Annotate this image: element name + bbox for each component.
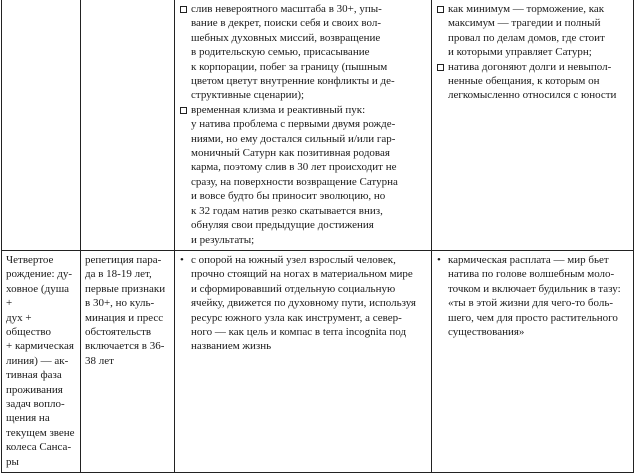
row2-col2-cell: репетиция пара- да в 18-19 лет, первые признаки в 30+, но куль- минация и пресс обстоятельств включается в 36- 38 лет [81, 250, 175, 472]
table-row [2, 250, 634, 472]
list-item: • с опорой на южный узел взрослый человек, прочно стоящий на ногах в материальном мире и сформировавший отдельную социальную ячейку, движется по духовному пути, используя ресурс южного узла как инструмент, а север- ного — как цель и компас в terra incognita под названием жизнь [179, 253, 427, 354]
row1-col3-list [179, 2, 427, 247]
content-table [1, 0, 634, 473]
row1-col3-cell [175, 0, 432, 250]
row2-col3-cell [175, 250, 432, 472]
row1-col2-cell [81, 0, 175, 250]
list-item: • кармическая расплата — мир бьет натива по голове волшебным моло- точком и включает будильник в тазу: «ты в этой жизни для чего-то боль- шего, чем для просто растительного существования» [436, 253, 629, 339]
table-row [2, 0, 634, 250]
row2-col4-list [436, 253, 629, 339]
row2-col3-list [179, 253, 427, 354]
list-item: временная клизма и реактивный пук: у натива проблема с первыми двумя рожде- ниями, но ему достался сильный и/или гар- моничный Сатурн как позитивная родовая карма, поэтому слив в 30 лет происходит не сразу, на поверхности возвращение Сатурна и вовсе будто бы приносит эволюцию, но к 32 годам натив резко скатывается вниз, обнуляя свои предыдущие достижения и результаты; [179, 103, 427, 247]
list-item: как минимум — торможение, как максимум — трагедии и полный провал по делам домов, где стоит и которыми управляет Сатурн; [436, 2, 629, 60]
row1-col1-cell [2, 0, 81, 250]
list-item: натива догоняют долги и невыпол- ненные обещания, к которым он легкомысленно относился с юности [436, 60, 629, 103]
row1-col4-cell [432, 0, 634, 250]
row2-col4-cell [432, 250, 634, 472]
row2-col1-cell: Четвертое рождение: ду- ховное (душа + дух + общество + кармическая линия) — ак- тивная фаза проживания задач вопло- щения на текущем звене колеса Санса- ры [2, 250, 81, 472]
row1-col4-list [436, 2, 629, 103]
list-item: слив невероятного масштаба в 30+, упы- вание в декрет, поиски себя и своих вол- шебных духовных миссий, возвращение в родительскую семью, присасывание к корпорации, побег за границу (пышным цветом цветут внутренние конфликты и де- структивные сценарии); [179, 2, 427, 103]
